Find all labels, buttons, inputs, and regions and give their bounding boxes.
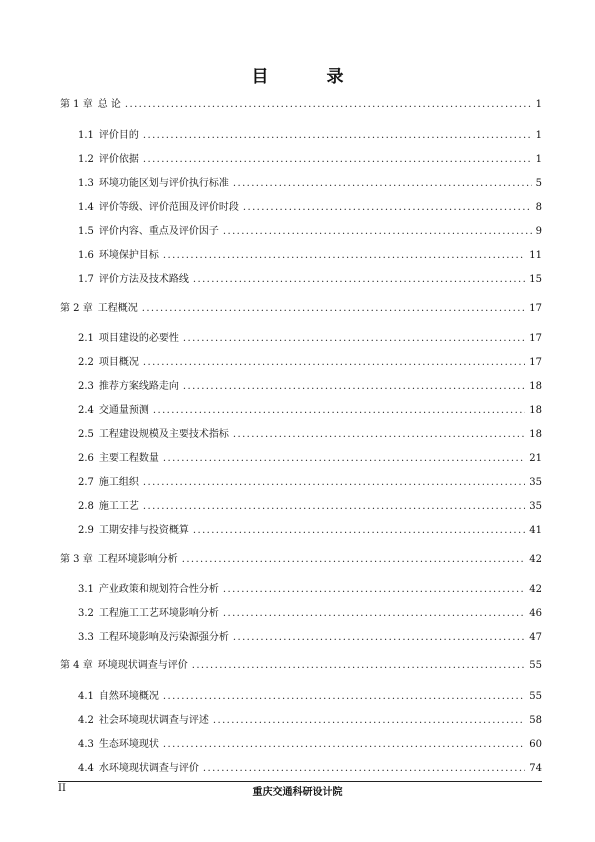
toc-entry-number: 1.2	[78, 154, 94, 165]
toc-entry-text: 工程环境影响分析	[97, 554, 178, 565]
toc-entry-text: 社会环境现状调查与评述	[98, 715, 209, 726]
page-number: II	[58, 783, 66, 794]
dot-leader	[233, 177, 532, 191]
toc-entry-number: 1.5	[78, 226, 94, 237]
toc-entry-1-7[interactable]	[78, 273, 542, 287]
toc-entry-page: 11	[529, 250, 542, 261]
footer-divider	[58, 781, 542, 782]
dot-leader	[193, 273, 525, 287]
toc-entry-number: 第 1 章	[60, 99, 93, 110]
toc-entry-text: 主要工程数量	[98, 453, 159, 464]
page-title: 目 录	[251, 67, 370, 87]
toc-entry-2-6[interactable]	[78, 452, 542, 466]
toc-entry-2-8[interactable]	[78, 500, 542, 514]
dot-leader	[163, 249, 525, 263]
toc-entry-2-1[interactable]	[78, 332, 542, 346]
toc-entry-page: 47	[529, 632, 542, 643]
toc-entry-number: 1.6	[78, 250, 94, 261]
toc-entry-number: 4.3	[78, 739, 94, 750]
toc-entry-text: 评价等级、评价范围及评价时段	[98, 202, 239, 213]
toc-entry-4-3[interactable]	[78, 738, 542, 752]
dot-leader	[143, 153, 532, 167]
toc-entry-page: 55	[529, 660, 542, 671]
dot-leader	[143, 500, 525, 514]
dot-leader	[192, 659, 526, 673]
dot-leader	[223, 607, 525, 621]
toc-entry-page: 35	[529, 477, 542, 488]
toc-entry-page: 18	[529, 405, 542, 416]
toc-entry-page: 8	[535, 202, 542, 213]
toc-entry-page: 1	[535, 99, 542, 110]
toc-entry-text: 施工组织	[98, 477, 139, 488]
toc-entry-page: 42	[529, 584, 542, 595]
toc-entry-text: 产业政策和规划符合性分析	[98, 584, 219, 595]
toc-entry-text: 环境功能区划与评价执行标准	[98, 178, 229, 189]
toc-entry-number: 2.6	[78, 453, 94, 464]
toc-entry-number: 1.7	[78, 274, 94, 285]
toc-entry-page: 1	[535, 154, 542, 165]
toc-entry-number: 2.1	[78, 333, 94, 344]
toc-entry-ch4[interactable]	[60, 659, 542, 673]
toc-entry-number: 2.3	[78, 381, 94, 392]
toc-entry-text: 工程建设规模及主要技术指标	[98, 429, 229, 440]
dot-leader	[142, 302, 526, 316]
toc-entry-number: 3.2	[78, 608, 94, 619]
toc-entry-page: 46	[529, 608, 542, 619]
toc-entry-number: 2.2	[78, 357, 94, 368]
toc-entry-2-9[interactable]	[78, 524, 542, 538]
toc-entry-page: 17	[529, 333, 542, 344]
dot-leader	[163, 690, 525, 704]
toc-entry-1-1[interactable]	[78, 129, 542, 143]
toc-entry-page: 58	[529, 715, 542, 726]
toc-entry-page: 41	[529, 525, 542, 536]
toc-entry-number: 第 2 章	[60, 303, 93, 314]
dot-leader	[153, 404, 525, 418]
toc-entry-text: 工程概况	[97, 303, 138, 314]
toc-entry-1-6[interactable]	[78, 249, 542, 263]
dot-leader	[223, 225, 532, 239]
toc-entry-number: 1.1	[78, 130, 94, 141]
dot-leader	[163, 452, 525, 466]
toc-entry-page: 9	[535, 226, 542, 237]
toc-entry-text: 项目建设的必要性	[98, 333, 179, 344]
toc-entry-text: 工期安排与投资概算	[98, 525, 189, 536]
toc-entry-number: 2.8	[78, 501, 94, 512]
toc-entry-page: 42	[529, 554, 542, 565]
toc-entry-page: 21	[529, 453, 542, 464]
toc-entry-4-2[interactable]	[78, 714, 542, 728]
toc-entry-1-5[interactable]	[78, 225, 542, 239]
footer-organization: 重庆交通科研设计院	[252, 787, 343, 798]
toc-entry-page: 15	[529, 274, 542, 285]
toc-entry-page: 60	[529, 739, 542, 750]
toc-entry-text: 总 论	[97, 99, 121, 110]
dot-leader	[183, 332, 525, 346]
toc-entry-2-7[interactable]	[78, 476, 542, 490]
toc-entry-text: 施工工艺	[98, 501, 139, 512]
toc-entry-1-3[interactable]	[78, 177, 542, 191]
dot-leader	[163, 738, 525, 752]
dot-leader	[143, 129, 532, 143]
toc-entry-number: 4.4	[78, 763, 94, 774]
toc-entry-2-5[interactable]	[78, 428, 542, 442]
dot-leader	[203, 762, 525, 776]
toc-entry-3-3[interactable]	[78, 631, 542, 645]
toc-entry-page: 74	[529, 763, 542, 774]
toc-entry-ch2[interactable]	[60, 302, 542, 316]
toc-entry-text: 工程施工工艺环境影响分析	[98, 608, 219, 619]
toc-entry-text: 项目概况	[98, 357, 139, 368]
toc-entry-4-4[interactable]	[78, 762, 542, 776]
toc-entry-2-3[interactable]	[78, 380, 542, 394]
toc-entry-text: 自然环境概况	[98, 691, 159, 702]
toc-entry-number: 4.1	[78, 691, 94, 702]
toc-entry-number: 2.7	[78, 477, 94, 488]
toc-entry-number: 1.3	[78, 178, 94, 189]
dot-leader	[143, 356, 525, 370]
toc-entry-3-2[interactable]	[78, 607, 542, 621]
toc-entry-text: 评价内容、重点及评价因子	[98, 226, 219, 237]
dot-leader	[213, 714, 525, 728]
toc-entry-number: 4.2	[78, 715, 94, 726]
toc-entry-2-4[interactable]	[78, 404, 542, 418]
toc-entry-page: 17	[529, 303, 542, 314]
dot-leader	[182, 553, 526, 567]
toc-entry-text: 水环境现状调查与评价	[98, 763, 199, 774]
toc-entry-page: 5	[535, 178, 542, 189]
toc-entry-2-2[interactable]	[78, 356, 542, 370]
toc-entry-text: 评价方法及技术路线	[98, 274, 189, 285]
toc-entry-page: 17	[529, 357, 542, 368]
toc-entry-number: 2.5	[78, 429, 94, 440]
toc-entry-number: 3.3	[78, 632, 94, 643]
toc-entry-4-1[interactable]	[78, 690, 542, 704]
dot-leader	[143, 476, 525, 490]
toc-entry-3-1[interactable]	[78, 583, 542, 597]
toc-entry-text: 评价依据	[98, 154, 139, 165]
toc-entry-1-4[interactable]	[78, 201, 542, 215]
toc-entry-ch1[interactable]	[60, 98, 542, 112]
dot-leader	[233, 428, 525, 442]
toc-entry-number: 第 4 章	[60, 660, 93, 671]
toc-entry-ch3[interactable]	[60, 553, 542, 567]
toc-entry-text: 评价目的	[98, 130, 139, 141]
dot-leader	[193, 524, 525, 538]
toc-entry-1-2[interactable]	[78, 153, 542, 167]
toc-entry-number: 3.1	[78, 584, 94, 595]
toc-entry-number: 1.4	[78, 202, 94, 213]
dot-leader	[125, 98, 532, 112]
toc-entry-text: 环境现状调查与评价	[97, 660, 188, 671]
toc-entry-number: 2.4	[78, 405, 94, 416]
dot-leader	[233, 631, 525, 645]
dot-leader	[183, 380, 525, 394]
toc-entry-page: 55	[529, 691, 542, 702]
toc-entry-text: 生态环境现状	[98, 739, 159, 750]
toc-entry-text: 环境保护目标	[98, 250, 159, 261]
toc-entry-page: 18	[529, 429, 542, 440]
toc-entry-text: 推荐方案线路走向	[98, 381, 179, 392]
toc-entry-page: 18	[529, 381, 542, 392]
toc-entry-page: 35	[529, 501, 542, 512]
toc-entry-text: 工程环境影响及污染源强分析	[98, 632, 229, 643]
toc-entry-number: 2.9	[78, 525, 94, 536]
toc-entry-page: 1	[535, 130, 542, 141]
toc-entry-number: 第 3 章	[60, 554, 93, 565]
toc-entry-text: 交通量预测	[98, 405, 149, 416]
dot-leader	[223, 583, 525, 597]
dot-leader	[243, 201, 532, 215]
